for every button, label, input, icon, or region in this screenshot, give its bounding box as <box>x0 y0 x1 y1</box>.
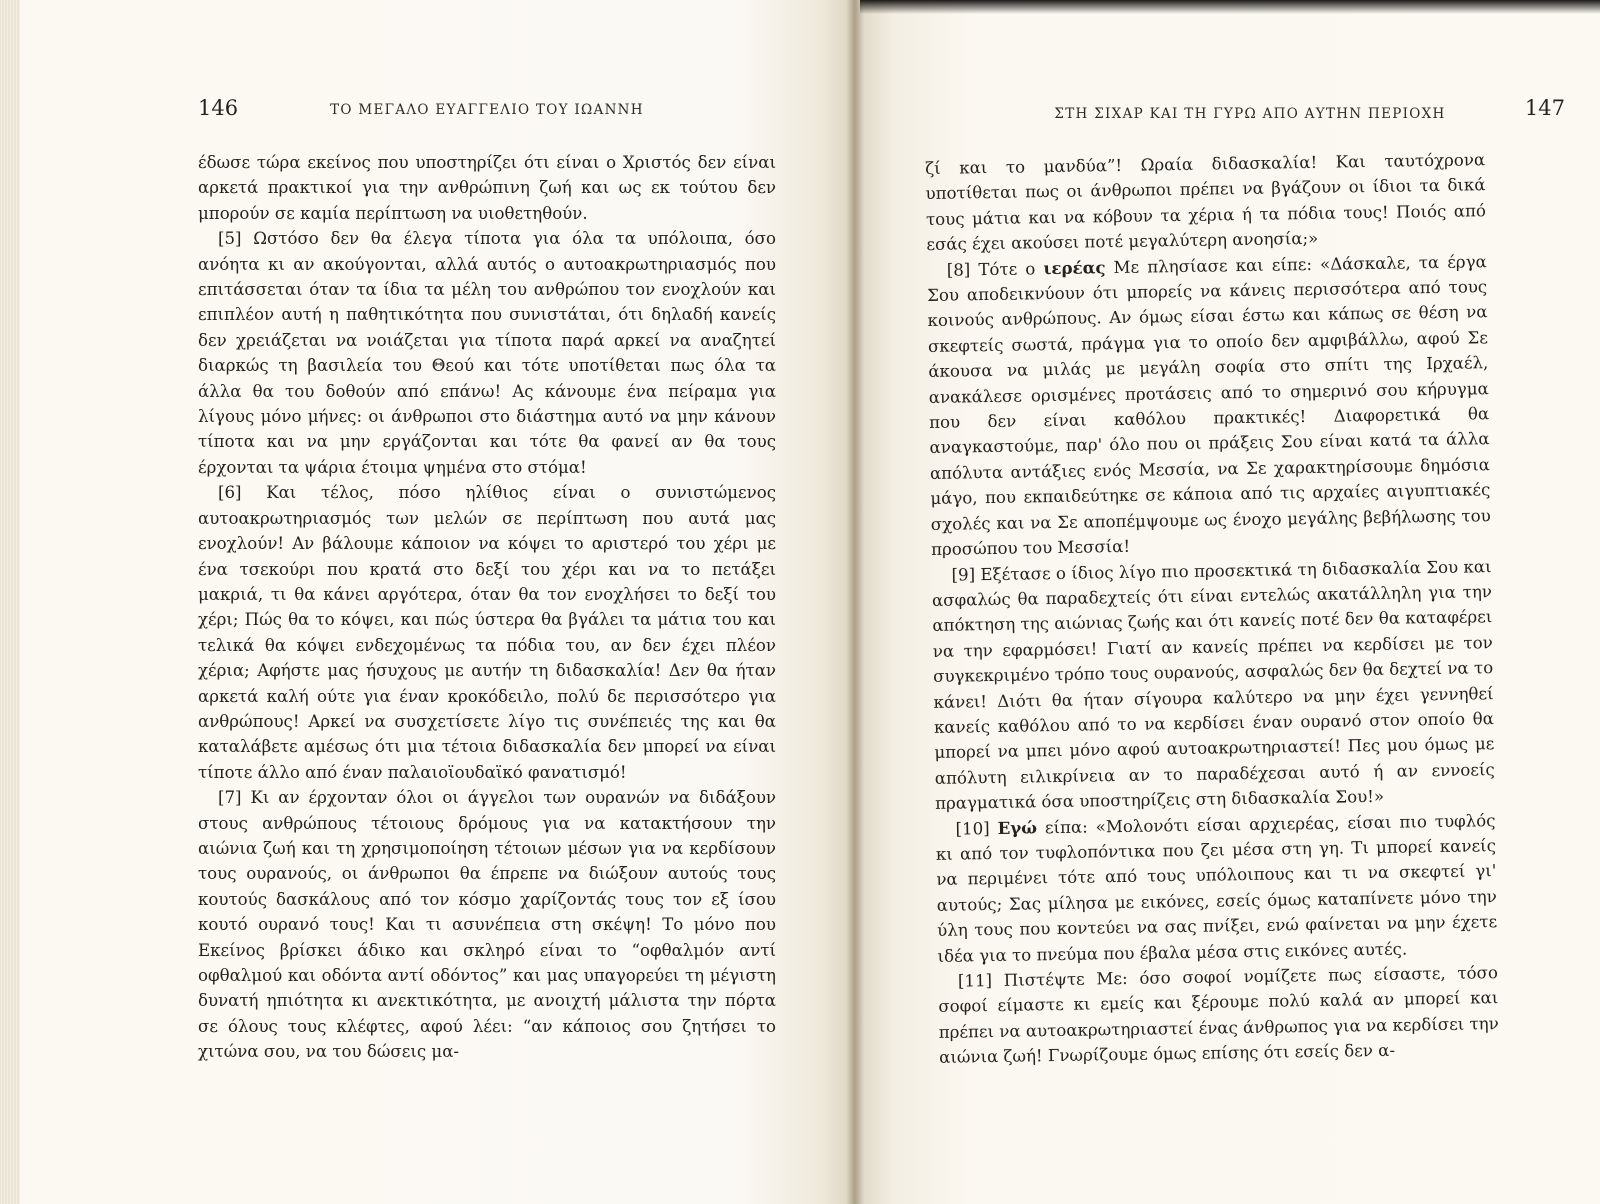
paragraph-text: [7] Κι αν έρχονταν όλοι οι άγγελοι των ουρανών να διδάξουν στους ανθρώπους τέτοιους δρόμους για να κατακτήσουν την αιώνια ζωή και τη χρησιμοποίηση τέτοιων μέσων για να κερδίσουν τους ουρανούς, οι άνθρωποι θα έπρεπε να διώξουν αυτούς τους κουτούς δασκάλους από τον κόσμο χαρίζοντάς τους τον εξ ίσου κουτό ουρανό τους! Και τι ασυνέπεια στη σκέψη! Το μόνο που Εκείνος βρίσκει άδικο και σκληρό είναι το “οφθαλμόν αντί οφθαλμού και οδόντα αντί οδόντος” και μας υπαγορεύει τη μέγιστη δυνατή ηπιότητα κι ανεκτικότητα, με ανοιχτή μάλιστα την πόρτα σε όλους τους κλέφτες, αφού λέει: “αν κάποιος σου ζητήσει το χιτώνα σου, να του δώσεις μα- <box>198 788 776 1062</box>
paragraph-text: ζί και το μανδύα”! Ωραία διδασκαλία! Και ταυτόχρονα υποτίθεται πως οι άνθρωποι πρέπει να βγάζουν οι ίδιοι τα δικά τους μάτια και να κόβουν τα χέρια ή τα πόδια τους! Ποιός από εσάς έχει ακούσει ποτέ μεγαλύτερη ανοησία;» <box>925 150 1487 255</box>
right-page <box>855 0 1600 1204</box>
paragraph <box>931 554 1495 817</box>
paragraph-text: [11] Πιστέψτε Με: όσο σοφοί νομίζετε πως είσαστε, τόσο σοφοί είμαστε κι εμείς και ξέρουμε πολύ καλά αν μπορεί και πρέπει να αυτοακρωτηριαστεί ένας άνθρωπος για να κερδίσει την αιώνια ζωή! Γνωρίζουμε όμως επίσης ότι εσείς δεν α- <box>938 963 1499 1068</box>
page-edge-stack <box>0 0 20 1204</box>
paragraph-prefix: [8] Τότε ο <box>946 258 1044 280</box>
paragraph <box>935 808 1497 969</box>
scan-background <box>860 0 1600 14</box>
page-number-right: 147 <box>1524 96 1565 120</box>
paragraph <box>198 226 776 480</box>
paragraph-text: [9] Εξέτασε ο ίδιος λίγο πιο προσεκτικά τη διδασκαλία Σου και ασφαλώς θα παραδεχτείς ότι είναι εντελώς ακατάλληλη για την απόκτηση της αιώνιας ζωής και ότι κανείς ποτέ δεν θα καταφέρει να την εφαρμόσει! Γιατί αν κανείς πρέπει να κερδίσει με τον συγκεκριμένο τρόπο τους ουρανούς, ασφαλώς δεν θα δεχτεί να το κάνει! Διότι θα ήταν σίγουρα καλύτερο να μην έχει γεννηθεί κανείς καθόλου από το να κερδίσει έναν ουρανό στον οποίο θα μπορεί να μπει μόνο αφού αυτοακρωτηριαστεί! Πες μου όμως με απόλυτη ειλικρίνεια αν το παραδέχεσαι αυτό ή αν εννοείς πραγματικά όσα υποστηρίζεις στη διδασκαλία Σου!» <box>931 556 1495 814</box>
paragraph <box>198 480 776 785</box>
paragraph <box>198 150 776 226</box>
paragraph <box>938 960 1500 1070</box>
left-page-header <box>198 96 776 128</box>
left-page-text <box>198 150 776 1065</box>
paragraph-prefix: [10] <box>955 818 998 839</box>
right-page-header <box>1005 96 1565 128</box>
paragraph-lead: Εγώ <box>997 816 1038 838</box>
paragraph-text: [6] Και τέλος, πόσο ηλίθιος είναι ο συνιστώμενος αυτοακρωτηριασμός των μελών σε περίπτωση που αυτά μας ενοχλούν! Αν βάλουμε κάποιον να κόψει το αριστερό του χέρι με ένα τσεκούρι που κρατά στο δεξί του χέρι και να το πετάξει μακριά, τι θα κάνει αργότερα, όταν θα τον ενοχλήσει το δεξί του χέρι; Πώς θα το κόψει, και πώς ύστερα θα βγάλει τα μάτια του και τελικά θα κόψει ενδεχομένως τα πόδια του, αν δεν έχει πλέον χέρια; Αφήστε μας ήσυχους με αυτήν τη διδασκαλία! Δεν θα ήταν αρκετά καλή ούτε για έναν κροκόδειλο, πολύ δε περισσότερο για ανθρώπους! Αρκεί να συσχετίσετε λίγο τις συνέπειές της και θα καταλάβετε αμέσως ότι μια τέτοια διδασκαλία δεν μπορεί να είναι τίποτε άλλο από έναν παλαιοϊουδαϊκό φανατισμό! <box>198 483 776 782</box>
running-head-right: ΣΤΗ ΣΙΧΑΡ ΚΑΙ ΤΗ ΓΥΡΩ ΑΠΟ ΑΥΤΗΝ ΠΕΡΙΟΧΗ <box>1054 106 1446 122</box>
paragraph <box>925 147 1487 257</box>
paragraph <box>927 249 1492 563</box>
paragraph-text: Με πλησίασε και είπε: «Δάσκαλε, τα έργα Σου αποδεικνύουν ότι μπορείς να κάνεις περισσότερα από τους κοινούς ανθρώπους. Αν όμως είσαι έστω και κάπως σε θέση να σκεφτείς σωστά, πράγμα για το οποίο δεν αμφιβάλλω, αφού Σε άκουσα να μιλάς με μεγάλη σοφία στο σπίτι της Ιρχαέλ, ανακάλεσε ορισμένες προτάσεις από το σημερινό σου κήρυγμα που δεν είναι καθόλου πρακτικές! Διαφορετικά θα αναγκαστούμε, παρ' όλο που οι πράξεις Σου είναι κατά τα άλλα απόλυτα αντάξιες ενός Μεσσία, να Σε χαρακτηρίσουμε δημόσια μάγο, που εκπαιδεύτηκε σε κάποια από τις αρχαίες αιγυπτιακές σχολές και να Σε αποπέμψουμε ως ένοχο μεγάλης βεβήλωσης του προσώπου του Μεσσία! <box>927 251 1491 560</box>
paragraph-text: είπα: «Μολονότι είσαι αρχιερέας, είσαι πιο τυφλός κι από τον τυφλοπόντικα που ζει μέσα στη γη. Τι μπορεί κανείς να περιμένει τότε από τους υπόλοιπους και τι να σκεφτεί γι' αυτούς; Σας μίλησα με εικόνες, εσείς όμως καταπίνετε μόνο την ύλη τους που κοντεύει να σας πνίξει, ενώ φαίνεται να μην έχετε ιδέα για το πνεύμα που έβαλα μέσα στις εικόνες αυτές. <box>935 810 1498 966</box>
right-page-text <box>925 147 1499 1070</box>
book-spine-shadow <box>846 0 864 1204</box>
paragraph-lead: ιερέας <box>1043 256 1106 278</box>
running-head-left: ΤΟ ΜΕΓΑΛΟ ΕΥΑΓΓΕΛΙΟ ΤΟΥ ΙΩΑΝΝΗ <box>330 102 644 118</box>
paragraph-text: [5] Ωστόσο δεν θα έλεγα τίποτα για όλα τα υπόλοιπα, όσο ανόητα κι αν ακούγονται, αλλά αυτός ο αυτοακρωτηριασμός που επιτάσσεται όταν τα ίδια τα μέλη του ανθρώπου τον ενοχλούν και επιπλέον αυτή η παθητικότητα που συνιστάται, ότι δηλαδή κανείς δεν χρειάζεται να νοιάζεται για τίποτα παρά αρκεί να αναζητεί διαρκώς τη βασιλεία του Θεού και τότε υποτίθεται πως όλα τα άλλα θα του δοθούν από επάνω! Ας κάνουμε ένα πείραμα για λίγους μόνο μήνες: οι άνθρωποι στο διάστημα αυτό να μην κάνουν τίποτα και να μην εργάζονται και τότε θα φανεί αν θα τους έρχονται τα ψάρια έτοιμα ψημένα στο στόμα! <box>198 229 776 477</box>
paragraph-text: έδωσε τώρα εκείνος που υποστηρίζει ότι είναι ο Χριστός δεν είναι αρκετά πρακτικοί για την ανθρώπινη ζωή και ως εκ τούτου δεν μπορούν σε καμία περίπτωση να υιοθετηθούν. <box>198 153 776 223</box>
paragraph <box>198 785 776 1064</box>
page-number-left: 146 <box>198 96 239 120</box>
